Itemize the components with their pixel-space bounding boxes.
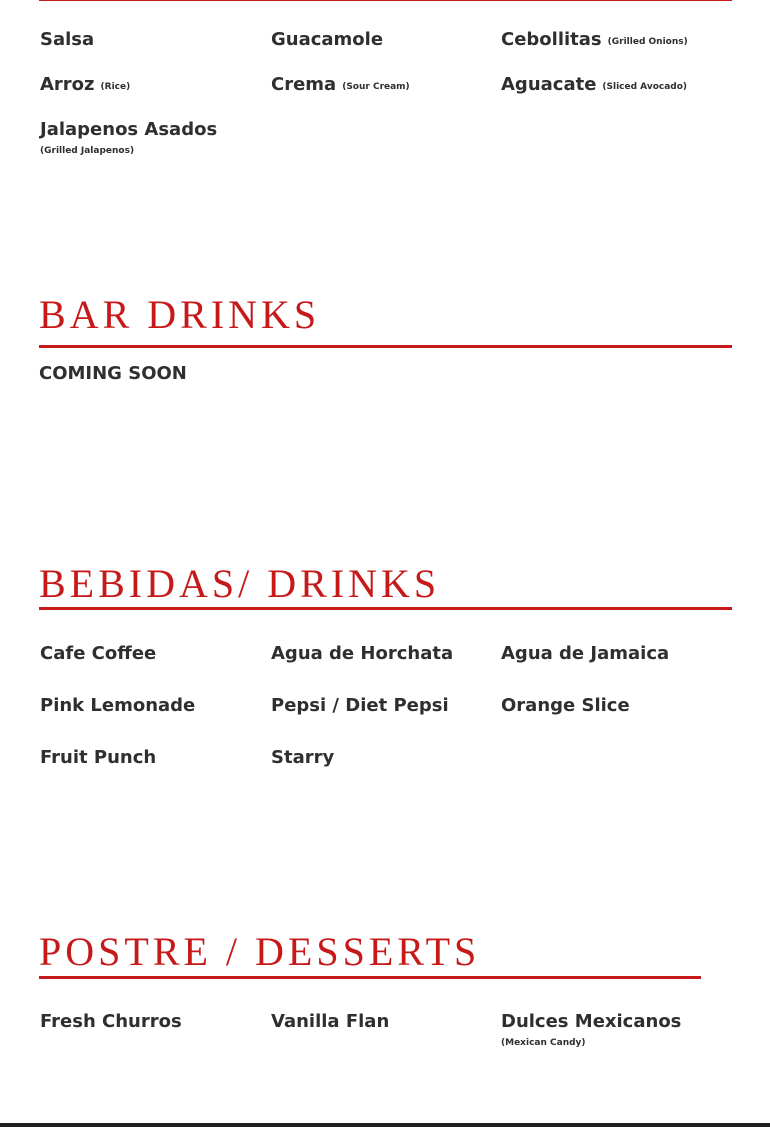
menu-item-note: (Sliced Avocado): [602, 82, 688, 92]
menu-item: Starry: [271, 747, 335, 768]
menu-item-name: Arroz: [40, 74, 95, 95]
menu-item: Cafe Coffee: [40, 643, 157, 664]
section-divider: [39, 345, 732, 348]
menu-item-name: Salsa: [40, 29, 95, 50]
menu-item: Pepsi / Diet Pepsi: [271, 695, 449, 716]
menu-item-note: (Sour Cream): [342, 82, 410, 92]
menu-item: Pink Lemonade: [40, 695, 196, 716]
menu-item-name: Dulces Mexicanos: [501, 1011, 682, 1032]
menu-item: [271, 74, 410, 98]
section-title-drinks: BEBIDAS/ DRINKS: [39, 561, 441, 606]
menu-item: [271, 1011, 389, 1033]
menu-item: [40, 29, 94, 51]
footer-bar: [0, 1123, 770, 1127]
menu-item-name: Crema: [271, 74, 337, 95]
menu-item-name: Fresh Churros: [40, 1011, 182, 1032]
menu-item: [40, 1011, 182, 1033]
section-title-desserts: POSTRE / DESSERTS: [39, 929, 481, 974]
menu-item-note: (Grilled Jalapenos): [40, 146, 135, 156]
menu-item: [501, 29, 688, 53]
menu-item: [501, 1011, 681, 1049]
menu-item-name: Aguacate: [501, 74, 597, 95]
menu-item: [40, 119, 217, 157]
menu-item: Agua de Horchata: [271, 643, 454, 664]
menu-item: [40, 74, 130, 98]
coming-soon-label: COMING SOON: [39, 363, 187, 384]
menu-item-note: (Mexican Candy): [501, 1038, 586, 1048]
section-divider: [39, 607, 732, 610]
menu-item: [271, 29, 383, 51]
menu-item-note: (Rice): [100, 82, 131, 92]
menu-item: [501, 74, 687, 98]
menu-item-note: (Grilled Onions): [607, 37, 688, 47]
menu-item-name: Jalapenos Asados: [40, 119, 218, 140]
menu-item: Fruit Punch: [40, 747, 157, 768]
menu-item: Agua de Jamaica: [501, 643, 670, 664]
menu-item: Orange Slice: [501, 695, 630, 716]
menu-item-name: Vanilla Flan: [271, 1011, 390, 1032]
menu-item-name: Cebollitas: [501, 29, 602, 50]
section-title-bar-drinks: BAR DRINKS: [39, 292, 321, 337]
top-divider: [39, 0, 732, 1]
section-divider: [39, 976, 701, 979]
menu-item-name: Guacamole: [271, 29, 384, 50]
